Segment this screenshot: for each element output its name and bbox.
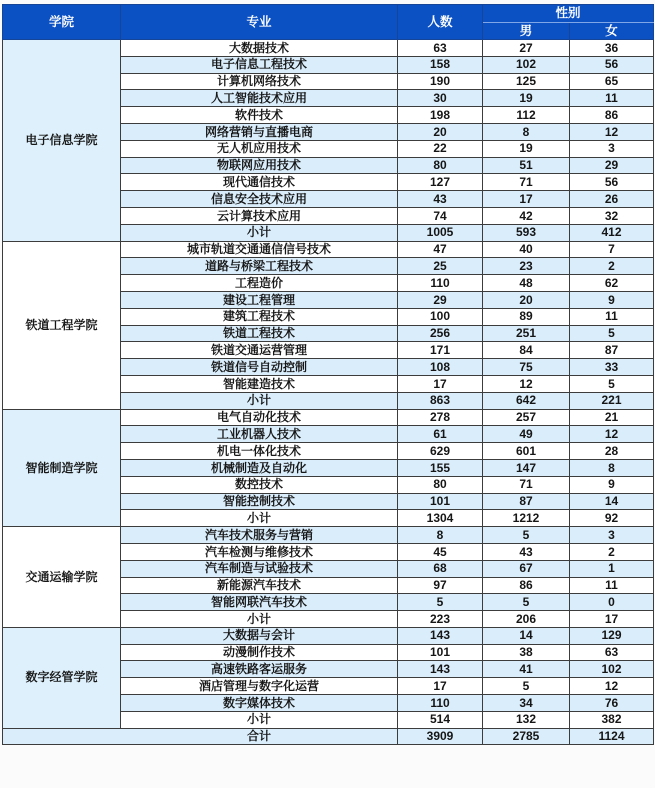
male-cell: 14	[483, 627, 570, 644]
major-cell: 人工智能技术应用	[121, 90, 398, 107]
male-cell: 40	[483, 241, 570, 258]
female-cell: 1	[570, 560, 654, 577]
count-cell: 74	[398, 207, 483, 224]
male-cell: 49	[483, 426, 570, 443]
header-female: 女	[570, 22, 654, 40]
major-cell: 智能建造技术	[121, 375, 398, 392]
subtotal-count-cell: 223	[398, 611, 483, 628]
female-cell: 26	[570, 191, 654, 208]
female-cell: 86	[570, 107, 654, 124]
major-cell: 新能源汽车技术	[121, 577, 398, 594]
count-cell: 108	[398, 359, 483, 376]
college-cell: 铁道工程学院	[3, 241, 121, 409]
major-cell: 铁道信号自动控制	[121, 359, 398, 376]
male-cell: 43	[483, 543, 570, 560]
count-cell: 61	[398, 426, 483, 443]
male-cell: 5	[483, 678, 570, 695]
major-cell: 智能网联汽车技术	[121, 594, 398, 611]
female-cell: 8	[570, 459, 654, 476]
male-cell: 251	[483, 325, 570, 342]
major-row	[3, 409, 654, 426]
count-cell: 5	[398, 594, 483, 611]
male-cell: 20	[483, 291, 570, 308]
major-cell: 铁道交通运营管理	[121, 342, 398, 359]
major-cell: 铁道工程技术	[121, 325, 398, 342]
count-cell: 629	[398, 443, 483, 460]
female-cell: 12	[570, 123, 654, 140]
subtotal-female-cell: 382	[570, 711, 654, 728]
count-cell: 110	[398, 695, 483, 712]
major-cell: 信息安全技术应用	[121, 191, 398, 208]
subtotal-male-cell: 132	[483, 711, 570, 728]
count-cell: 80	[398, 476, 483, 493]
male-cell: 84	[483, 342, 570, 359]
male-cell: 48	[483, 275, 570, 292]
male-cell: 147	[483, 459, 570, 476]
major-row	[3, 241, 654, 258]
count-cell: 155	[398, 459, 483, 476]
total-count-cell: 3909	[398, 728, 483, 745]
male-cell: 601	[483, 443, 570, 460]
subtotal-count-cell: 1005	[398, 224, 483, 241]
subtotal-label-cell: 小计	[121, 711, 398, 728]
college-cell: 交通运输学院	[3, 527, 121, 628]
subtotal-label-cell: 小计	[121, 392, 398, 409]
college-cell: 电子信息学院	[3, 40, 121, 242]
college-cell: 智能制造学院	[3, 409, 121, 527]
major-cell: 智能控制技术	[121, 493, 398, 510]
count-cell: 143	[398, 661, 483, 678]
female-cell: 21	[570, 409, 654, 426]
female-cell: 0	[570, 594, 654, 611]
count-cell: 101	[398, 644, 483, 661]
major-cell: 工业机器人技术	[121, 426, 398, 443]
major-cell: 物联网应用技术	[121, 157, 398, 174]
subtotal-count-cell: 1304	[398, 510, 483, 527]
major-cell: 工程造价	[121, 275, 398, 292]
subtotal-label-cell: 小计	[121, 510, 398, 527]
female-cell: 33	[570, 359, 654, 376]
major-cell: 大数据与会计	[121, 627, 398, 644]
male-cell: 257	[483, 409, 570, 426]
subtotal-female-cell: 221	[570, 392, 654, 409]
count-cell: 101	[398, 493, 483, 510]
female-cell: 5	[570, 325, 654, 342]
count-cell: 97	[398, 577, 483, 594]
header-major: 专业	[121, 5, 398, 40]
count-cell: 110	[398, 275, 483, 292]
male-cell: 87	[483, 493, 570, 510]
count-cell: 45	[398, 543, 483, 560]
subtotal-male-cell: 642	[483, 392, 570, 409]
female-cell: 9	[570, 291, 654, 308]
male-cell: 89	[483, 308, 570, 325]
subtotal-count-cell: 514	[398, 711, 483, 728]
count-cell: 8	[398, 527, 483, 544]
female-cell: 28	[570, 443, 654, 460]
count-cell: 190	[398, 73, 483, 90]
subtotal-count-cell: 863	[398, 392, 483, 409]
subtotal-female-cell: 412	[570, 224, 654, 241]
female-cell: 2	[570, 258, 654, 275]
male-cell: 112	[483, 107, 570, 124]
female-cell: 62	[570, 275, 654, 292]
count-cell: 43	[398, 191, 483, 208]
female-cell: 56	[570, 56, 654, 73]
male-cell: 71	[483, 476, 570, 493]
male-cell: 125	[483, 73, 570, 90]
female-cell: 63	[570, 644, 654, 661]
female-cell: 32	[570, 207, 654, 224]
male-cell: 5	[483, 594, 570, 611]
male-cell: 19	[483, 90, 570, 107]
major-cell: 大数据技术	[121, 40, 398, 57]
enrollment-table	[2, 4, 654, 745]
male-cell: 71	[483, 174, 570, 191]
count-cell: 143	[398, 627, 483, 644]
major-cell: 道路与桥梁工程技术	[121, 258, 398, 275]
female-cell: 9	[570, 476, 654, 493]
count-cell: 171	[398, 342, 483, 359]
female-cell: 12	[570, 426, 654, 443]
count-cell: 63	[398, 40, 483, 57]
major-cell: 现代通信技术	[121, 174, 398, 191]
major-cell: 建筑工程技术	[121, 308, 398, 325]
table-body	[3, 40, 654, 745]
header-count: 人数	[398, 5, 483, 40]
subtotal-label-cell: 小计	[121, 611, 398, 628]
major-cell: 汽车技术服务与营销	[121, 527, 398, 544]
major-cell: 酒店管理与数字化运营	[121, 678, 398, 695]
count-cell: 100	[398, 308, 483, 325]
major-cell: 云计算技术应用	[121, 207, 398, 224]
total-male-cell: 2785	[483, 728, 570, 745]
header-gender: 性别	[483, 5, 654, 23]
female-cell: 7	[570, 241, 654, 258]
subtotal-female-cell: 17	[570, 611, 654, 628]
major-row	[3, 627, 654, 644]
major-cell: 高速铁路客运服务	[121, 661, 398, 678]
major-cell: 数控技术	[121, 476, 398, 493]
major-cell: 电气自动化技术	[121, 409, 398, 426]
count-cell: 29	[398, 291, 483, 308]
female-cell: 29	[570, 157, 654, 174]
female-cell: 36	[570, 40, 654, 57]
major-cell: 建设工程管理	[121, 291, 398, 308]
major-cell: 计算机网络技术	[121, 73, 398, 90]
male-cell: 12	[483, 375, 570, 392]
subtotal-label-cell: 小计	[121, 224, 398, 241]
female-cell: 11	[570, 308, 654, 325]
major-cell: 汽车制造与试验技术	[121, 560, 398, 577]
total-row	[3, 728, 654, 745]
male-cell: 51	[483, 157, 570, 174]
female-cell: 102	[570, 661, 654, 678]
male-cell: 67	[483, 560, 570, 577]
male-cell: 34	[483, 695, 570, 712]
count-cell: 68	[398, 560, 483, 577]
male-cell: 5	[483, 527, 570, 544]
female-cell: 11	[570, 577, 654, 594]
male-cell: 17	[483, 191, 570, 208]
subtotal-male-cell: 593	[483, 224, 570, 241]
male-cell: 8	[483, 123, 570, 140]
male-cell: 23	[483, 258, 570, 275]
major-cell: 软件技术	[121, 107, 398, 124]
female-cell: 129	[570, 627, 654, 644]
major-cell: 城市轨道交通通信信号技术	[121, 241, 398, 258]
male-cell: 75	[483, 359, 570, 376]
female-cell: 76	[570, 695, 654, 712]
major-cell: 数字媒体技术	[121, 695, 398, 712]
major-row	[3, 40, 654, 57]
count-cell: 127	[398, 174, 483, 191]
female-cell: 5	[570, 375, 654, 392]
male-cell: 102	[483, 56, 570, 73]
count-cell: 278	[398, 409, 483, 426]
major-cell: 动漫制作技术	[121, 644, 398, 661]
header-male: 男	[483, 22, 570, 40]
female-cell: 12	[570, 678, 654, 695]
subtotal-male-cell: 1212	[483, 510, 570, 527]
major-cell: 无人机应用技术	[121, 140, 398, 157]
count-cell: 80	[398, 157, 483, 174]
female-cell: 56	[570, 174, 654, 191]
female-cell: 3	[570, 140, 654, 157]
major-cell: 机电一体化技术	[121, 443, 398, 460]
count-cell: 25	[398, 258, 483, 275]
header-college: 学院	[3, 5, 121, 40]
female-cell: 11	[570, 90, 654, 107]
count-cell: 22	[398, 140, 483, 157]
count-cell: 30	[398, 90, 483, 107]
male-cell: 41	[483, 661, 570, 678]
count-cell: 17	[398, 375, 483, 392]
female-cell: 2	[570, 543, 654, 560]
subtotal-female-cell: 92	[570, 510, 654, 527]
major-cell: 电子信息工程技术	[121, 56, 398, 73]
total-label-cell: 合计	[3, 728, 398, 745]
female-cell: 3	[570, 527, 654, 544]
major-cell: 机械制造及自动化	[121, 459, 398, 476]
male-cell: 42	[483, 207, 570, 224]
male-cell: 19	[483, 140, 570, 157]
female-cell: 14	[570, 493, 654, 510]
subtotal-male-cell: 206	[483, 611, 570, 628]
male-cell: 27	[483, 40, 570, 57]
count-cell: 47	[398, 241, 483, 258]
major-cell: 汽车检测与维修技术	[121, 543, 398, 560]
male-cell: 86	[483, 577, 570, 594]
major-cell: 网络营销与直播电商	[121, 123, 398, 140]
female-cell: 65	[570, 73, 654, 90]
female-cell: 87	[570, 342, 654, 359]
table-header	[3, 5, 654, 40]
count-cell: 20	[398, 123, 483, 140]
count-cell: 198	[398, 107, 483, 124]
major-row	[3, 527, 654, 544]
count-cell: 158	[398, 56, 483, 73]
male-cell: 38	[483, 644, 570, 661]
count-cell: 17	[398, 678, 483, 695]
total-female-cell: 1124	[570, 728, 654, 745]
college-cell: 数字经管学院	[3, 627, 121, 728]
count-cell: 256	[398, 325, 483, 342]
